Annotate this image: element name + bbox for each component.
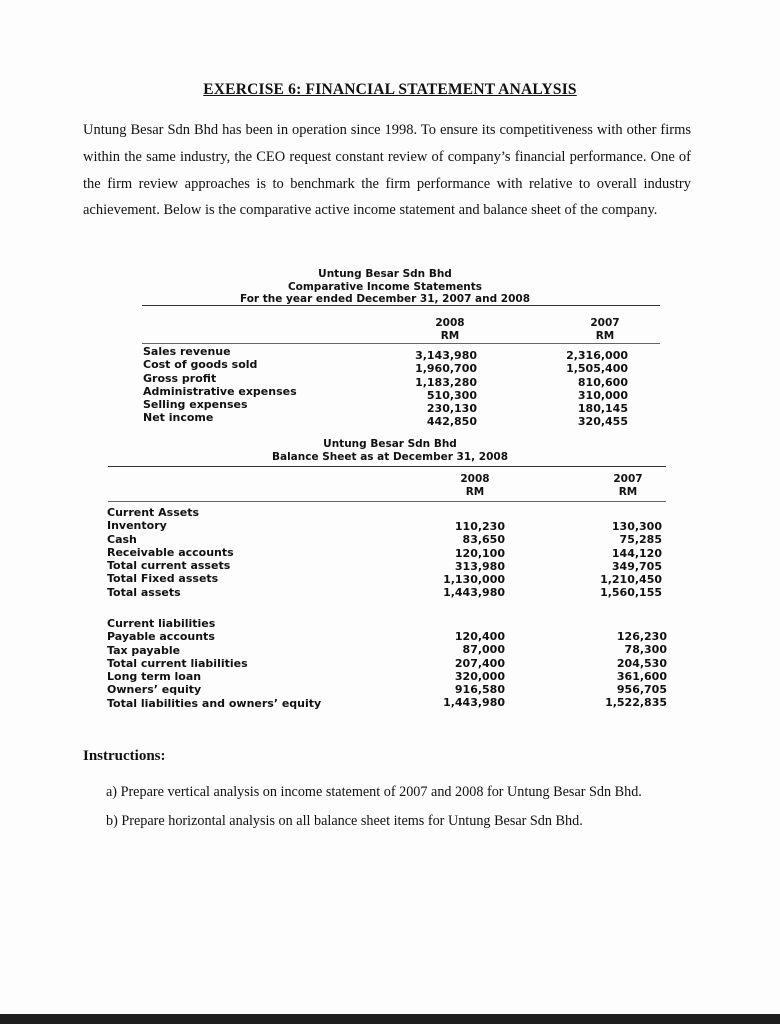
liabilities-values-2008: 120,400 87,000 207,400 320,000 916,580 1,443,980 (443, 630, 505, 710)
exercise-title: EXERCISE 6: FINANCIAL STATEMENT ANALYSIS (203, 81, 577, 98)
income-rule-top (142, 305, 660, 306)
balance-col-2007: 2007 RM (613, 473, 643, 498)
bottom-bar (0, 1014, 780, 1024)
liabilities-values-2007: 126,230 78,300 204,530 361,600 956,705 1,522,835 (605, 630, 667, 710)
balance-title: Balance Sheet as at December 31, 2008 (271, 450, 509, 463)
assets-values-2007: 130,300 75,285 144,120 349,705 1,210,450 1,560,155 (600, 520, 662, 600)
income-rule-header (142, 343, 660, 344)
assets-values-2008: 110,230 83,650 120,100 313,980 1,130,000 1,443,980 (443, 520, 505, 600)
income-labels (143, 345, 297, 425)
income-row-label: Selling expenses (143, 398, 248, 412)
income-row-label: Net income (143, 411, 214, 425)
balance-company: Untung Besar Sdn Bhd (323, 438, 457, 450)
instructions-list (106, 778, 642, 836)
income-col-2008: 2008 RM (435, 317, 465, 342)
income-company: Untung Besar Sdn Bhd (318, 268, 452, 280)
liabilities-row-label: Owners’ equity (107, 683, 202, 697)
income-values-2008: 3,143,980 1,960,700 1,183,280 510,300 230,130 442,850 (415, 349, 477, 429)
liabilities-row-label: Payable accounts (107, 630, 215, 644)
assets-row-label: Total Fixed assets (107, 572, 219, 586)
assets-labels (107, 506, 234, 599)
assets-row-label: Receivable accounts (107, 545, 234, 559)
balance-rule-top (108, 466, 666, 467)
assets-row-label: Total current assets (107, 559, 231, 573)
liabilities-row-label: Long term loan (107, 670, 202, 684)
intro-paragraph: Untung Besar Sdn Bhd has been in operation since 1998. To ensure its competitiveness with other firms within the same industry, the CEO request constant review of company’s financial performance. One of the firm review approaches is to benchmark the firm performance with relative to overall industry achievement. Below is the comparative active income statement and balance sheet of the company. (83, 122, 691, 219)
balance-rule-header (108, 501, 666, 502)
assets-heading: Current Assets (107, 506, 200, 519)
income-row-label: Sales revenue (143, 345, 231, 358)
liabilities-heading: Current liabilities (107, 617, 216, 630)
assets-row-label: Cash (107, 532, 137, 546)
income-row-label: Gross profit (143, 371, 217, 385)
income-col-2007: 2007 RM (590, 317, 620, 342)
income-row-label: Cost of goods sold (143, 358, 258, 372)
income-period: For the year ended December 31, 2007 and 2008 (239, 293, 531, 305)
assets-row-label: Total assets (107, 585, 181, 599)
income-title: Comparative Income Statements (287, 280, 483, 293)
income-row-label: Administrative expenses (143, 384, 297, 398)
instructions-heading: Instructions: (83, 748, 166, 764)
liabilities-labels (107, 617, 321, 710)
liabilities-row-label: Total liabilities and owners’ equity (107, 696, 322, 710)
balance-col-2008: 2008 RM (460, 473, 490, 498)
instruction-item: a) Prepare vertical analysis on income statement of 2007 and 2008 for Untung Besar Sdn Bhd. (106, 784, 642, 800)
assets-row-label: Inventory (107, 519, 167, 533)
income-values-2007: 2,316,000 1,505,400 810,600 310,000 180,145 320,455 (566, 349, 628, 429)
liabilities-row-label: Total current liabilities (107, 656, 248, 670)
instruction-item: b) Prepare horizontal analysis on all balance sheet items for Untung Besar Sdn Bhd. (106, 813, 583, 829)
liabilities-row-label: Tax payable (107, 643, 181, 657)
